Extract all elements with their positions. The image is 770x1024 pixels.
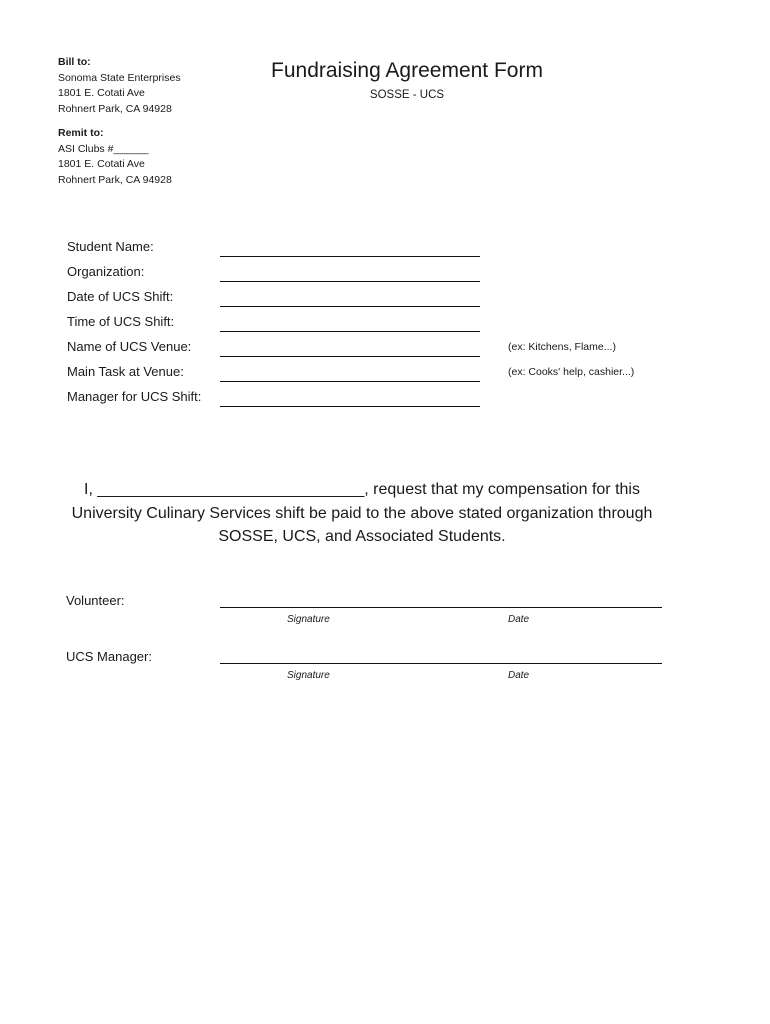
remit-to-block <box>58 126 172 188</box>
form-title: Fundraising Agreement Form <box>271 59 543 82</box>
shift-time-field[interactable] <box>220 331 480 332</box>
field-label-shift-date: Date of UCS Shift: <box>67 289 174 304</box>
field-label-shift-manager: Manager for UCS Shift: <box>67 389 202 404</box>
shift-date-field[interactable] <box>220 306 480 307</box>
ucs-manager-date-caption: Date <box>508 670 530 681</box>
field-label-shift-time: Time of UCS Shift: <box>67 314 175 329</box>
venue-name-field[interactable] <box>220 356 480 357</box>
field-label-student-name: Student Name: <box>67 239 154 254</box>
bill-to-line: Sonoma State Enterprises <box>58 71 181 84</box>
volunteer-signature-line[interactable] <box>220 607 662 608</box>
venue-name-hint: (ex: Kitchens, Flame...) <box>508 341 616 353</box>
remit-to-heading: Remit to: <box>58 127 104 139</box>
bill-to-line: Rohnert Park, CA 94928 <box>58 102 172 115</box>
statement-line: SOSSE, UCS, and Associated Students. <box>218 528 506 545</box>
statement-line: University Culinary Services shift be paid to the above stated organization through <box>71 504 653 522</box>
volunteer-signature-caption: Signature <box>287 614 330 625</box>
volunteer-date-caption: Date <box>508 614 530 625</box>
volunteer-label: Volunteer: <box>66 593 125 608</box>
field-label-main-task: Main Task at Venue: <box>67 364 184 379</box>
ucs-manager-signature-caption: Signature <box>287 670 330 681</box>
remit-to-line: 1801 E. Cotati Ave <box>58 158 145 170</box>
main-task-hint: (ex: Cooks' help, cashier...) <box>508 366 635 378</box>
field-label-venue-name: Name of UCS Venue: <box>67 339 192 354</box>
bill-to-line: 1801 E. Cotati Ave <box>58 87 145 99</box>
ucs-manager-signature-line[interactable] <box>220 663 662 664</box>
student-name-field[interactable] <box>220 256 480 257</box>
compensation-statement <box>40 478 684 549</box>
form-subtitle: SOSSE - UCS <box>369 89 445 101</box>
remit-to-line: Rohnert Park, CA 94928 <box>58 173 172 186</box>
field-label-organization: Organization: <box>67 264 145 279</box>
shift-manager-field[interactable] <box>220 406 480 407</box>
main-task-field[interactable] <box>220 381 480 382</box>
organization-field[interactable] <box>220 281 480 282</box>
bill-to-block <box>58 55 181 117</box>
ucs-manager-label: UCS Manager: <box>66 649 152 664</box>
bill-to-heading: Bill to: <box>58 56 91 68</box>
statement-line: I, ______________________________, request that my compensation for this <box>84 481 640 498</box>
remit-to-line: ASI Clubs #______ <box>58 142 149 155</box>
